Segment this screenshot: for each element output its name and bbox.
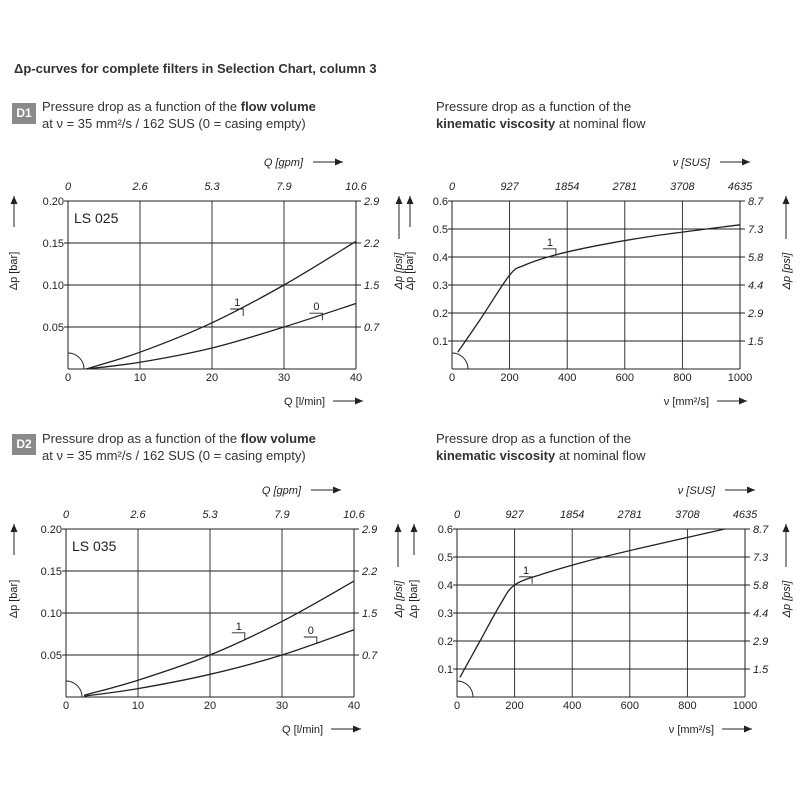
- page-title: Δp-curves for complete filters in Selection Chart, column 3: [14, 61, 377, 76]
- y2-tick-label: 1.5: [748, 336, 764, 348]
- y2-tick-label: 2.9: [364, 196, 380, 208]
- y2-axis-title: Δp [psi]: [781, 580, 793, 618]
- viscosity-caption-bold: kinematic viscosity: [436, 448, 556, 463]
- series-line-0: [84, 630, 354, 696]
- x2-tick-label: 927: [505, 509, 524, 521]
- x-axis-arrow-head: [353, 726, 361, 733]
- flow-caption-line2: at ν = 35 mm²/s / 162 SUS (0 = casing empty): [42, 116, 306, 131]
- x2-axis-title: ν [SUS]: [677, 485, 715, 497]
- y2-tick-label: 2.2: [362, 566, 378, 578]
- x2-tick-label: 0: [62, 509, 70, 521]
- x-tick-label: 400: [563, 700, 582, 712]
- y-tick-label: 0.1: [437, 664, 453, 676]
- y-tick-label: 0.15: [42, 238, 64, 250]
- flow-caption-bold: flow volume: [240, 431, 316, 446]
- y2-tick-label: 5.8: [748, 252, 764, 264]
- x2-tick-label: 7.9: [276, 181, 292, 193]
- x-tick-label: 200: [500, 372, 519, 384]
- x-tick-label: 40: [349, 372, 363, 384]
- x-tick-label: 30: [277, 372, 291, 384]
- viscosity-caption-post: at nominal flow: [555, 448, 646, 463]
- y-tick-label: 0.4: [432, 252, 448, 264]
- y-tick-label: 0.20: [40, 524, 62, 536]
- flow-caption-line2: at ν = 35 mm²/s / 162 SUS (0 = casing empty): [42, 448, 306, 463]
- flow-caption-bold: flow volume: [240, 99, 316, 114]
- y2-axis-arrow-head: [783, 196, 790, 204]
- flow-caption-text: Pressure drop as a function of the: [42, 99, 241, 114]
- x-tick-label: 200: [505, 700, 524, 712]
- y-tick-label: 0.6: [437, 524, 453, 536]
- section-badge-d1: D1: [12, 103, 36, 124]
- viscosity-caption-post: at nominal flow: [555, 116, 646, 131]
- section-badge-d2: D2: [12, 434, 36, 455]
- curve-label: 0: [307, 625, 314, 637]
- x2-tick-label: 5.3: [204, 181, 220, 193]
- x2-tick-label: 4635: [727, 181, 753, 193]
- curve-label: 1: [546, 236, 553, 249]
- y-axis-arrow-head: [407, 196, 414, 204]
- x2-axis-arrow-head: [335, 159, 343, 166]
- y-tick-label: 0.1: [432, 336, 448, 348]
- x2-tick-label: 1854: [559, 509, 585, 521]
- x2-tick-label: 2.6: [132, 181, 148, 193]
- x2-tick-label: 3708: [675, 509, 700, 521]
- x2-axis-arrow-head: [742, 159, 750, 166]
- y2-tick-label: 2.9: [362, 524, 378, 536]
- x-tick-label: 40: [347, 700, 361, 712]
- x-axis-arrow-head: [744, 726, 752, 733]
- x-tick-label: 30: [275, 700, 289, 712]
- y-axis-arrow-head: [11, 196, 18, 204]
- origin-marker: [452, 353, 468, 369]
- y2-tick-label: 2.9: [748, 308, 764, 320]
- curve-label-leader: [304, 637, 317, 644]
- y-tick-label: 0.3: [432, 280, 448, 292]
- x-tick-label: 0: [448, 372, 456, 384]
- x2-tick-label: 2781: [612, 181, 638, 193]
- x2-tick-label: 927: [500, 181, 519, 193]
- y-tick-label: 0.10: [40, 608, 62, 620]
- x-tick-label: 800: [678, 700, 697, 712]
- y-axis-title: Δp [bar]: [408, 579, 420, 619]
- x-axis-title: Q [l/min]: [284, 396, 325, 408]
- x-tick-label: 800: [673, 372, 692, 384]
- y-axis-title: Δp [bar]: [8, 579, 20, 619]
- y2-tick-label: 0.7: [362, 650, 378, 662]
- x-axis-arrow-head: [739, 398, 747, 405]
- y2-axis-title: Δp [psi]: [393, 580, 405, 618]
- x2-axis-title: Q [gpm]: [263, 157, 303, 169]
- y2-tick-label: 2.9: [753, 636, 769, 648]
- x-tick-label: 0: [62, 700, 70, 712]
- curve-label: 0: [313, 301, 320, 314]
- x2-tick-label: 7.9: [274, 509, 290, 521]
- x-axis-title: Q [l/min]: [282, 724, 323, 736]
- x-tick-label: 0: [453, 700, 461, 712]
- y-tick-label: 0.6: [432, 196, 448, 208]
- x2-axis-arrow-head: [333, 487, 341, 494]
- x2-tick-label: 1854: [554, 181, 580, 193]
- y-tick-label: 0.2: [432, 308, 448, 320]
- x2-tick-label: 4635: [732, 509, 758, 521]
- origin-marker: [66, 681, 82, 697]
- y2-axis-title: Δp [psi]: [393, 252, 405, 290]
- y-tick-label: 0.5: [437, 552, 453, 564]
- origin-marker: [68, 353, 84, 369]
- y-tick-label: 0.05: [42, 322, 64, 334]
- y-axis-title: Δp [bar]: [404, 251, 416, 291]
- series-line-1: [84, 581, 354, 695]
- x2-axis-arrow-head: [747, 487, 755, 494]
- x-tick-label: 10: [131, 700, 145, 712]
- curve-label-leader: [232, 633, 245, 640]
- x-tick-label: 0: [64, 372, 72, 384]
- x2-axis-title: Q [gpm]: [261, 485, 301, 497]
- viscosity-caption-text: Pressure drop as a function of the: [436, 431, 632, 446]
- x-axis-title: ν [mm²/s]: [668, 724, 714, 736]
- x2-tick-label: 10.6: [343, 509, 365, 521]
- x-tick-label: 600: [615, 372, 634, 384]
- x-tick-label: 20: [203, 700, 217, 712]
- y2-tick-label: 5.8: [753, 580, 769, 592]
- x-axis-title: ν [mm²/s]: [663, 396, 709, 408]
- y2-axis-title: Δp [psi]: [781, 252, 793, 290]
- y-tick-label: 0.20: [42, 196, 64, 208]
- x2-axis-title: ν [SUS]: [672, 157, 710, 169]
- flow-caption-text: Pressure drop as a function of the: [42, 431, 241, 446]
- x2-tick-label: 0: [64, 181, 72, 193]
- x-tick-label: 1000: [727, 372, 753, 384]
- x2-tick-label: 3708: [670, 181, 695, 193]
- x2-tick-label: 0: [448, 181, 456, 193]
- y2-tick-label: 1.5: [362, 608, 378, 620]
- model-label: LS 025: [74, 210, 119, 226]
- x-axis-arrow-head: [355, 398, 363, 405]
- y2-tick-label: 7.3: [753, 552, 769, 564]
- y-axis-title: Δp [bar]: [8, 251, 20, 291]
- y-tick-label: 0.15: [40, 566, 62, 578]
- y-tick-label: 0.3: [437, 608, 453, 620]
- curve-label: 1: [234, 297, 241, 309]
- y2-tick-label: 1.5: [364, 280, 380, 292]
- y-tick-label: 0.4: [437, 580, 453, 592]
- y2-axis-arrow-head: [395, 524, 402, 532]
- y2-axis-arrow-head: [783, 524, 790, 532]
- y2-tick-label: 0.7: [364, 322, 380, 334]
- y2-tick-label: 1.5: [753, 664, 769, 676]
- x-tick-label: 20: [205, 372, 219, 384]
- x2-tick-label: 0: [453, 509, 461, 521]
- x-tick-label: 10: [133, 372, 147, 384]
- x2-tick-label: 10.6: [345, 181, 367, 193]
- y-axis-arrow-head: [411, 524, 418, 532]
- x2-tick-label: 5.3: [202, 509, 218, 521]
- y-axis-arrow-head: [11, 524, 18, 532]
- y2-tick-label: 7.3: [748, 224, 764, 236]
- y2-tick-label: 2.2: [364, 238, 380, 250]
- y-tick-label: 0.2: [437, 636, 453, 648]
- y2-tick-label: 4.4: [753, 608, 769, 620]
- series-line-1: [458, 225, 740, 352]
- y-tick-label: 0.5: [432, 224, 448, 236]
- curve-label: 1: [235, 620, 242, 633]
- x-tick-label: 600: [620, 700, 639, 712]
- model-label: LS 035: [72, 538, 117, 554]
- x-tick-label: 400: [558, 372, 577, 384]
- y-tick-label: 0.05: [40, 650, 62, 662]
- viscosity-caption-bold: kinematic viscosity: [436, 116, 556, 131]
- y2-axis-arrow-head: [396, 196, 403, 204]
- x2-tick-label: 2.6: [130, 509, 146, 521]
- y2-tick-label: 8.7: [753, 524, 769, 536]
- origin-marker: [457, 681, 473, 697]
- series-line-1: [460, 529, 725, 677]
- y2-tick-label: 4.4: [748, 280, 764, 292]
- y-tick-label: 0.10: [42, 280, 64, 292]
- y2-tick-label: 8.7: [748, 196, 764, 208]
- x-tick-label: 1000: [732, 700, 758, 712]
- curve-label: 1: [523, 564, 530, 577]
- x2-tick-label: 2781: [617, 509, 643, 521]
- viscosity-caption-text: Pressure drop as a function of the: [436, 99, 632, 114]
